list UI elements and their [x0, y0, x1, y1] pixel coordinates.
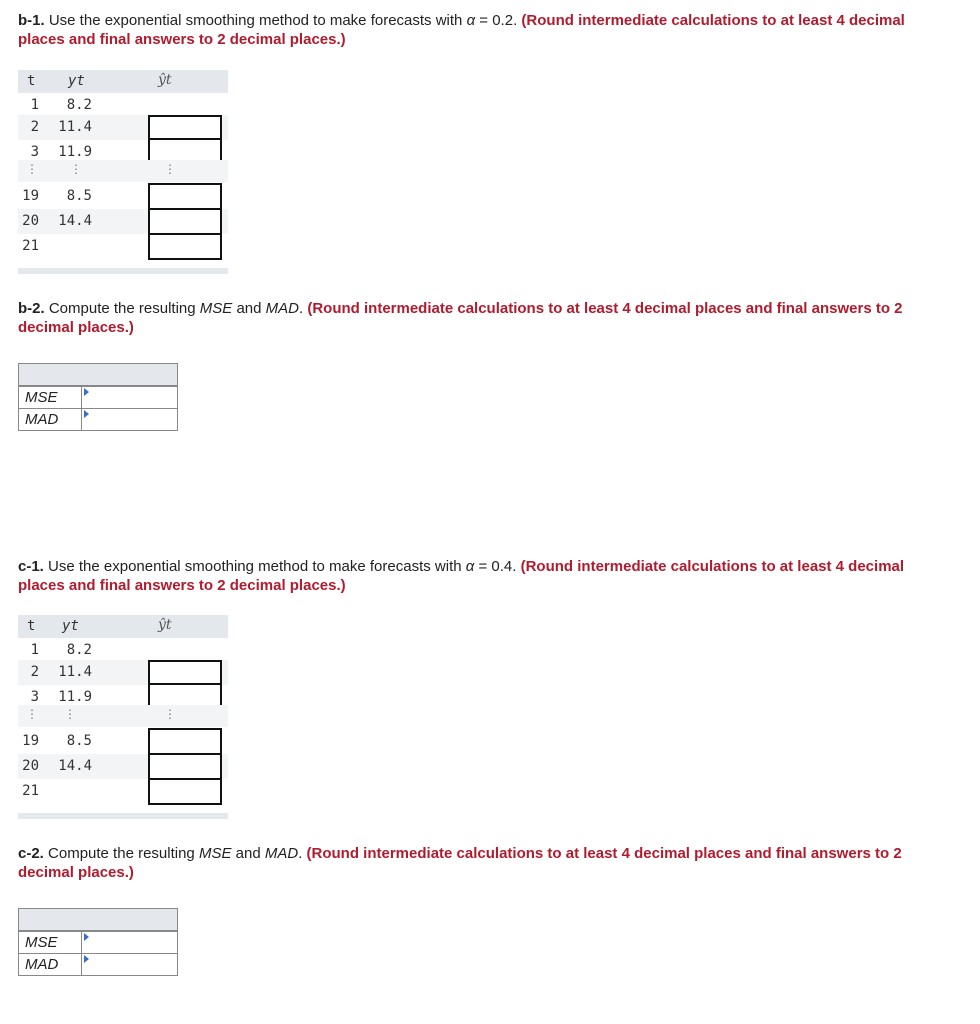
error-table-b2 — [18, 363, 178, 431]
question-label: b-1. — [18, 12, 45, 29]
flag-icon — [84, 955, 89, 963]
col-header-yhat: ŷt — [158, 617, 172, 633]
table-header — [19, 364, 177, 386]
table-header — [19, 909, 177, 931]
mad-input-b2[interactable] — [83, 409, 177, 430]
rounding-note: (Round intermediate calculations to at least 4 decimal places and final answers to 2 decimal places.) — [18, 12, 905, 48]
table-row — [18, 729, 228, 754]
cell-yt: 8.2 — [66, 642, 92, 658]
question-text: and — [231, 845, 265, 862]
table-footer-bar — [18, 268, 228, 274]
mse-input-c2[interactable] — [83, 932, 177, 953]
mse-term: MSE — [198, 845, 232, 862]
rounding-note: (Round intermediate calculations to at least 4 decimal places and final answers to 2 decimal places.) — [18, 300, 903, 336]
mad-input-c2[interactable] — [83, 954, 177, 975]
table-row-mse — [19, 386, 177, 408]
cell-yt: 8.5 — [66, 188, 92, 204]
question-b2 — [18, 299, 938, 337]
table-row-mad — [19, 408, 177, 430]
col-header-t: t — [27, 73, 36, 89]
question-c2 — [18, 844, 938, 882]
mse-term: MSE — [199, 300, 233, 317]
table-header — [18, 70, 228, 93]
cell-t: 1 — [30, 97, 39, 113]
rounding-note: (Round intermediate calculations to at least 4 decimal places and final answers to 2 decimal places.) — [18, 845, 902, 881]
question-text: Use the exponential smoothing method to make forecasts with — [43, 558, 466, 575]
cell-yt: 11.4 — [58, 119, 92, 135]
alpha-symbol: α — [466, 12, 476, 29]
cell-t: 1 — [30, 642, 39, 658]
flag-icon — [84, 410, 89, 418]
table-row — [18, 184, 228, 209]
table-footer-bar — [18, 813, 228, 819]
cell-yt: 11.4 — [58, 664, 92, 680]
forecast-input-t19[interactable] — [148, 728, 222, 755]
col-header-t: t — [27, 618, 36, 634]
forecast-table-c1 — [18, 615, 228, 819]
cell-t: 2 — [30, 664, 39, 680]
error-table-c2 — [18, 908, 178, 976]
cell-yt: 11.9 — [58, 689, 92, 705]
col-header-yhat: ŷt — [158, 72, 172, 88]
cell-yt: 14.4 — [58, 758, 92, 774]
mad-term: MAD — [264, 845, 299, 862]
table-row — [18, 234, 228, 259]
table-row-ellipsis — [18, 705, 228, 727]
table-row-mad — [19, 953, 177, 975]
table-row — [18, 209, 228, 234]
table-header — [18, 615, 228, 638]
vdots-icon: ⋮ — [164, 707, 176, 721]
mse-label: MSE — [19, 932, 82, 953]
table-row — [18, 660, 228, 685]
alpha-symbol: α — [465, 558, 475, 575]
forecast-input-t20[interactable] — [148, 208, 222, 235]
forecast-table-b1 — [18, 70, 228, 274]
table-row — [18, 115, 228, 140]
question-text: Compute the resulting — [43, 845, 199, 862]
vdots-icon: ⋮ — [70, 162, 82, 176]
cell-t: 2 — [30, 119, 39, 135]
flag-icon — [84, 388, 89, 396]
cell-t: 19 — [22, 733, 39, 749]
cell-yt: 14.4 — [58, 213, 92, 229]
vdots-icon: ⋮ — [26, 162, 38, 176]
mse-input-b2[interactable] — [83, 387, 177, 408]
question-text: . — [298, 845, 307, 862]
alpha-value: = 0.2. — [475, 12, 522, 29]
question-label: b-2. — [18, 300, 45, 317]
vdots-icon: ⋮ — [164, 162, 176, 176]
flag-icon — [84, 933, 89, 941]
mad-term: MAD — [265, 300, 299, 317]
forecast-input-t20[interactable] — [148, 753, 222, 780]
question-text: and — [232, 300, 266, 317]
forecast-input-t21[interactable] — [148, 778, 222, 805]
rounding-note: (Round intermediate calculations to at least 4 decimal places and final answers to 2 decimal places.) — [18, 558, 905, 594]
cell-yt: 8.5 — [66, 733, 92, 749]
question-text: . — [299, 300, 308, 317]
col-header-yt: yt — [68, 73, 85, 89]
question-c1 — [18, 557, 938, 595]
cell-t: 20 — [22, 758, 39, 774]
question-b1 — [18, 11, 938, 49]
forecast-input-t21[interactable] — [148, 233, 222, 260]
vdots-icon: ⋮ — [64, 707, 76, 721]
cell-t: 3 — [30, 689, 39, 705]
forecast-input-t19[interactable] — [148, 183, 222, 210]
mse-label: MSE — [19, 387, 82, 408]
cell-t: 3 — [30, 144, 39, 160]
cell-t: 21 — [22, 783, 39, 799]
table-row — [18, 754, 228, 779]
question-text: Compute the resulting — [44, 300, 200, 317]
alpha-value: = 0.4. — [474, 558, 521, 575]
cell-t: 20 — [22, 213, 39, 229]
question-label: c-2. — [18, 845, 44, 862]
cell-t: 19 — [22, 188, 39, 204]
table-row — [18, 779, 228, 804]
table-row-ellipsis — [18, 160, 228, 182]
vdots-icon: ⋮ — [26, 707, 38, 721]
col-header-yt: yt — [62, 618, 79, 634]
question-label: c-1. — [18, 558, 44, 575]
cell-yt: 8.2 — [66, 97, 92, 113]
cell-yt: 11.9 — [58, 144, 92, 160]
mad-label: MAD — [19, 954, 82, 975]
cell-t: 21 — [22, 238, 39, 254]
mad-label: MAD — [19, 409, 82, 430]
question-text: Use the exponential smoothing method to make forecasts with — [44, 12, 467, 29]
table-row-mse — [19, 931, 177, 953]
